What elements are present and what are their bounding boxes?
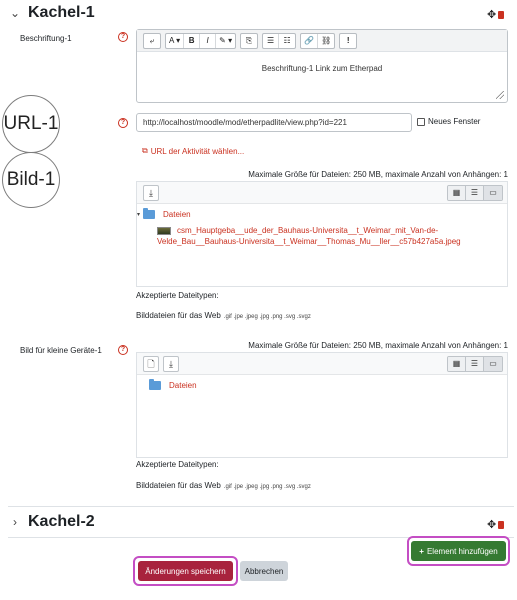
section-actions [487,518,504,531]
accepted-types [136,311,311,320]
accepted-types-name: Bilddateien für das Web [136,311,221,320]
chevron-right-icon[interactable]: › [13,515,17,529]
section-divider [8,506,514,507]
section-title: Kachel-1 [28,4,95,21]
mobile-image-label: Bild für kleine Geräte-1 [20,346,102,355]
view-switcher [447,356,503,372]
move-icon[interactable]: ✥ [487,9,497,21]
section-actions [487,8,504,21]
file-manager-toolbar [137,182,507,204]
section-kachel-2-header[interactable] [8,513,95,531]
caption-label: Beschriftung-1 [20,34,72,43]
plus-icon: + [419,546,424,556]
download-icon[interactable]: ⤓ [143,185,159,201]
resize-grip-icon[interactable] [496,91,504,99]
accepted-types-label: Akzeptierte Dateitypen: [136,460,219,469]
folder-icon [143,210,155,219]
file-name-line-1[interactable]: csm_Hauptgeba__ude_der_Bauhaus-Universita__t_Weimar_mit_Van-de- [177,226,439,235]
add-file-icon[interactable]: 🗋 [143,356,159,372]
folder-icon [149,381,161,390]
file-manager[interactable] [136,181,508,287]
url-1-annotation: URL-1 [2,95,60,153]
caption-editor[interactable] [136,29,508,103]
trash-icon[interactable] [498,11,504,19]
accepted-types [136,481,311,490]
tree-folder[interactable] [149,381,197,390]
help-icon[interactable]: ? [118,118,128,128]
new-window-option[interactable] [417,117,480,126]
download-icon[interactable]: ⤓ [163,356,179,372]
trash-icon[interactable] [498,521,504,529]
alert-icon[interactable]: ! [346,35,350,45]
italic-icon[interactable]: I [200,34,216,48]
tree-file[interactable] [157,226,461,246]
numbered-list-icon[interactable]: ☷ [283,35,291,45]
section-title: Kachel-2 [28,513,95,530]
editor-content[interactable]: Beschriftung-1 Link zum Etherpad [261,64,383,73]
view-switcher [447,185,503,201]
chevron-down-icon[interactable]: ⌄ [9,6,21,20]
undo-icon[interactable]: ⤶ [149,35,155,45]
copy-format-icon[interactable]: ⎘ [245,35,253,45]
link-icon[interactable]: 🔗 [301,34,318,48]
list-view-icon[interactable]: ☰ [466,357,484,371]
tree-view-icon[interactable]: ▭ [484,186,502,200]
grid-view-icon[interactable]: ▦ [448,186,466,200]
new-window-checkbox[interactable] [417,118,425,126]
list-view-icon[interactable]: ☰ [466,186,484,200]
choose-activity-text[interactable]: URL der Aktivität wählen... [150,146,245,156]
file-manager-toolbar [137,353,507,375]
editor-toolbar [137,30,507,52]
new-window-label: Neues Fenster [428,117,481,126]
bullet-list-icon[interactable]: ☰ [263,34,279,48]
tree-folder[interactable] [137,210,191,219]
move-icon[interactable]: ✥ [487,519,497,531]
external-link-icon: ⧉ [142,146,148,155]
grid-view-icon[interactable]: ▦ [448,357,466,371]
save-button[interactable]: Änderungen speichern [138,561,233,581]
add-element-button[interactable] [411,541,506,561]
file-name-line-2[interactable]: Velde_Bau__Bauhaus-Universita__t_Weimar__Thomas_Mu__ller__c57b427a5a.jpeg [157,237,461,246]
accepted-types-name: Bilddateien für das Web [136,481,221,490]
add-element-label: Element hinzufügen [426,546,498,556]
color-icon[interactable]: ✎ ▾ [219,35,233,45]
tree-view-icon[interactable]: ▭ [484,357,502,371]
accepted-types-ext: .gif .jpe .jpeg .jpg .png .svg .svgz [223,484,311,490]
unlink-icon[interactable]: ⛓ [321,35,332,45]
url-input[interactable]: http://localhost/moodle/mod/etherpadlite/view.php?id=221 [136,113,412,132]
accepted-types-label: Akzeptierte Dateitypen: [136,291,219,300]
max-size-info: Maximale Größe für Dateien: 250 MB, maximale Anzahl von Anhängen: 1 [248,170,508,179]
max-size-info: Maximale Größe für Dateien: 250 MB, maximale Anzahl von Anhängen: 1 [248,341,508,350]
caret-down-icon[interactable]: ▾ [137,212,141,218]
image-thumbnail [157,227,171,235]
choose-activity-link[interactable] [142,146,244,156]
cancel-button[interactable]: Abbrechen [240,561,288,581]
bild-1-annotation: Bild-1 [2,152,60,208]
help-icon[interactable]: ? [118,345,128,355]
folder-label[interactable]: Dateien [169,381,197,390]
font-icon[interactable]: A ▾ [166,34,184,48]
help-icon[interactable]: ? [118,32,128,42]
file-manager-mobile[interactable] [136,352,508,458]
bold-icon[interactable]: B [184,34,200,48]
folder-label[interactable]: Dateien [163,210,191,219]
section-kachel-1-header[interactable] [8,4,95,22]
accepted-types-ext: .gif .jpe .jpeg .jpg .png .svg .svgz [223,314,311,320]
